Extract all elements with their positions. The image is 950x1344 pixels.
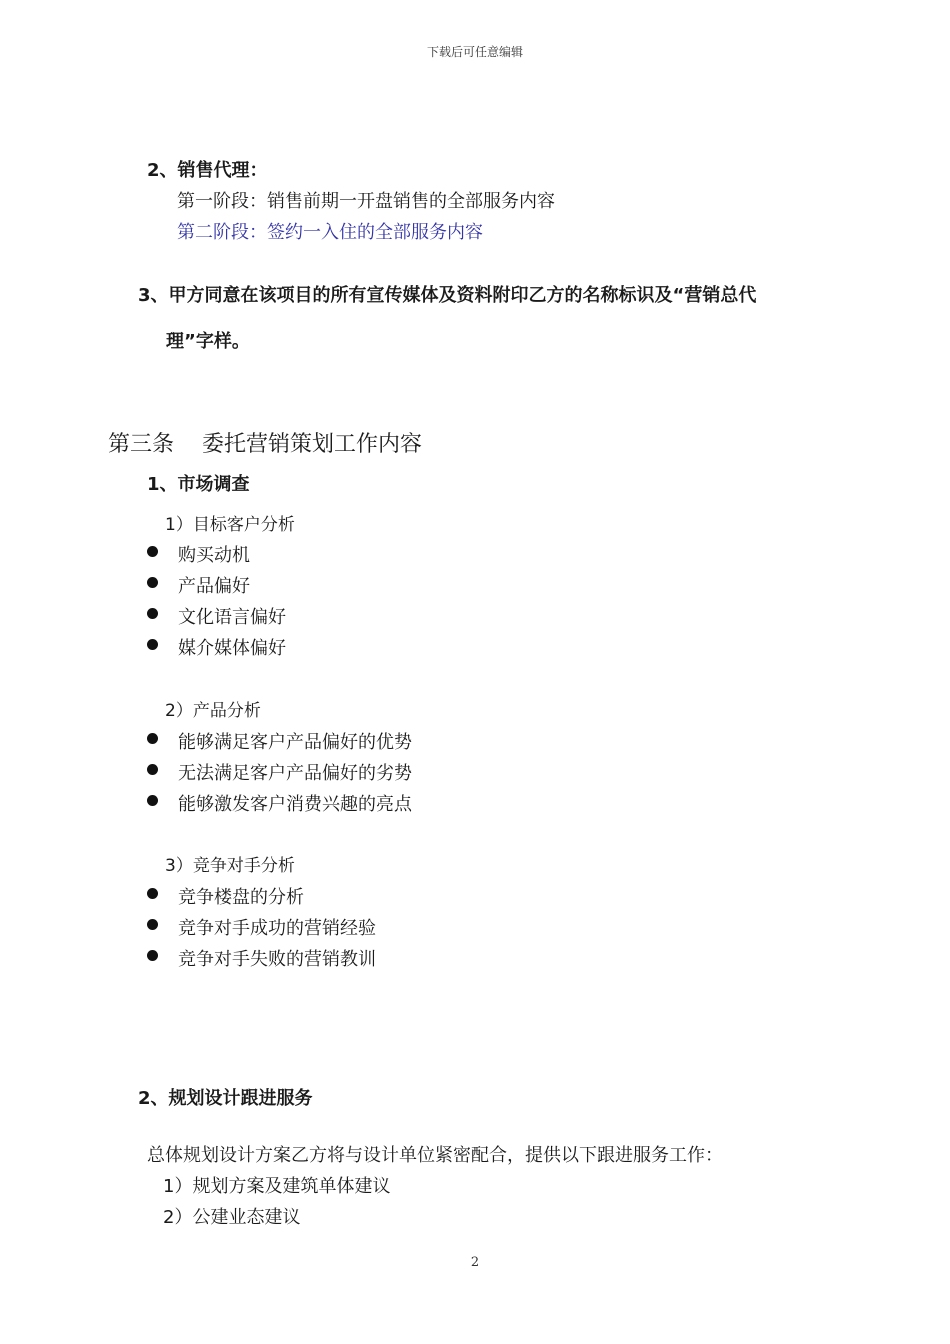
sales-phase-2: 第二阶段：签约一入住的全部服务内容 bbox=[177, 222, 483, 243]
list-item: 无法满足客户产品偏好的劣势 bbox=[178, 763, 412, 784]
bullet-icon bbox=[147, 764, 158, 775]
list-item: 文化语言偏好 bbox=[178, 607, 286, 628]
planning-item-1: 1）规划方案及建筑单体建议 bbox=[163, 1176, 391, 1197]
competitor-analysis-label: 3）竞争对手分析 bbox=[165, 856, 295, 876]
bullet-icon bbox=[147, 795, 158, 806]
list-item: 购买动机 bbox=[178, 545, 250, 566]
bullet-icon bbox=[147, 733, 158, 744]
list-item: 竞争对手成功的营销经验 bbox=[178, 918, 376, 939]
list-item: 能够激发客户消费兴趣的亮点 bbox=[178, 794, 412, 815]
planning-intro: 总体规划设计方案乙方将与设计单位紧密配合，提供以下跟进服务工作： bbox=[147, 1145, 723, 1166]
list-item: 产品偏好 bbox=[178, 576, 250, 597]
sales-agency-heading: 2、销售代理： bbox=[147, 160, 268, 181]
page-header: 下载后可任意编辑 bbox=[426, 45, 523, 59]
list-item: 竞争对手失败的营销教训 bbox=[178, 949, 376, 970]
product-analysis-label: 2）产品分析 bbox=[165, 701, 261, 721]
sales-phase-1: 第一阶段：销售前期一开盘销售的全部服务内容 bbox=[177, 191, 555, 212]
page-number: 2 bbox=[470, 1255, 480, 1270]
target-customer-analysis-label: 1）目标客户分析 bbox=[165, 515, 295, 535]
bullet-icon bbox=[147, 888, 158, 899]
bullet-icon bbox=[147, 577, 158, 588]
article-3-title: 第三条 委托营销策划工作内容 bbox=[108, 432, 422, 457]
list-item: 能够满足客户产品偏好的优势 bbox=[178, 732, 412, 753]
bullet-icon bbox=[147, 546, 158, 557]
list-item: 媒介媒体偏好 bbox=[178, 638, 286, 659]
bullet-icon bbox=[147, 639, 158, 650]
bullet-icon bbox=[147, 919, 158, 930]
clause-3-line-2: 理”字样。 bbox=[166, 331, 250, 352]
list-item: 竞争楼盘的分析 bbox=[178, 887, 304, 908]
planning-design-heading: 2、规划设计跟进服务 bbox=[138, 1088, 313, 1109]
bullet-icon bbox=[147, 608, 158, 619]
bullet-icon bbox=[147, 950, 158, 961]
market-research-heading: 1、市场调查 bbox=[147, 474, 250, 495]
planning-item-2: 2）公建业态建议 bbox=[163, 1207, 301, 1228]
clause-3-line-1: 3、甲方同意在该项目的所有宣传媒体及资料附印乙方的名称标识及“营销总代 bbox=[138, 285, 757, 306]
